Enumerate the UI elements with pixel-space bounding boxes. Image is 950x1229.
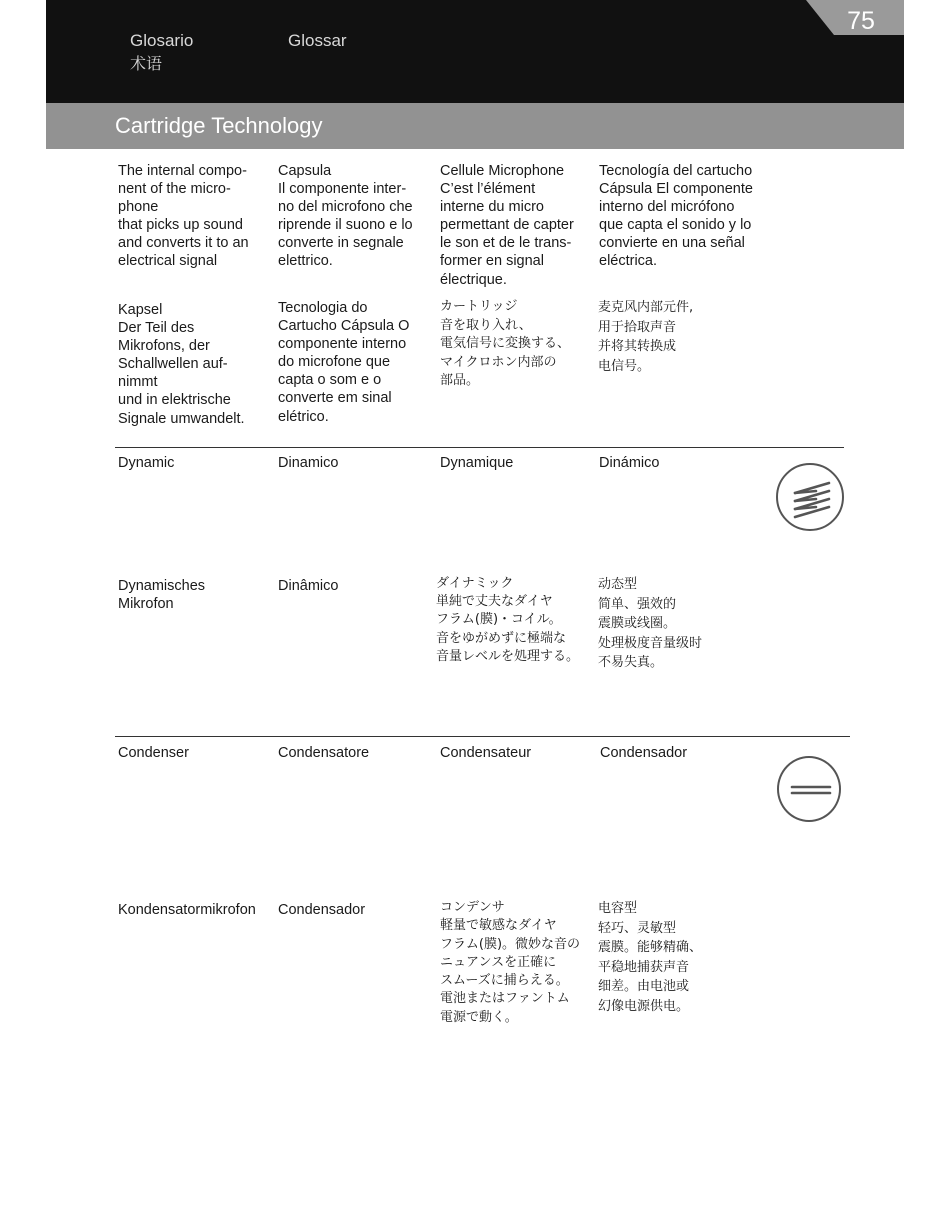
condenser-english: Condenser — [118, 745, 189, 761]
glossary-label-german: Glossar — [288, 31, 347, 50]
glossary-label-spanish: Glosario — [130, 31, 194, 50]
section-divider-condenser — [115, 736, 850, 737]
cartridge-portuguese: Tecnologia do Cartucho Cápsula O componente interno do microfone que capta o som e o converte em sinal elétrico. — [278, 300, 410, 425]
dynamic-japanese: ダイナミック 単純で丈夫なダイヤ フラム(膜)・コイル。 音をゆがめずに極端な 音量レベルを処理する。 — [436, 576, 580, 664]
page-title: Cartridge Technology — [115, 113, 323, 138]
dynamic-spanish: Dinámico — [599, 455, 660, 471]
cartridge-italian: Capsula Il componente inter- no del microfono che riprende il suono e lo converte in segnale elettrico. — [278, 163, 413, 270]
cartridge-spanish: Tecnología del cartucho Cápsula El componente interno del micrófono que capta el sonido y lo convierte en una señal eléctrica. — [599, 163, 753, 270]
dynamic-german: Dynamisches Mikrofon — [118, 578, 206, 613]
condenser-plates-icon — [777, 756, 841, 822]
condenser-chinese: 电容型 轻巧、灵敏型 震膜。能够精确、 平稳地捕获声音 细差。由电池或 幻像电源供电。 — [598, 901, 703, 1014]
cartridge-french: Cellule Microphone C’est l’élément interne du micro permettant de capter le son et de le trans- former en signal électrique. — [440, 163, 574, 288]
dynamic-italian: Dinamico — [278, 455, 339, 471]
condenser-french: Condensateur — [440, 745, 532, 761]
dynamic-english: Dynamic — [118, 455, 175, 471]
condenser-portuguese: Condensador — [278, 902, 366, 918]
dynamic-french: Dynamique — [440, 455, 514, 471]
dynamic-coil-icon — [776, 463, 844, 531]
condenser-german: Kondensatormikrofon — [118, 902, 256, 918]
condenser-italian: Condensatore — [278, 745, 370, 761]
cartridge-german: Kapsel Der Teil des Mikrofons, der Schallwellen auf- nimmt und in elektrische Signale umwandelt. — [118, 302, 245, 427]
cartridge-english: The internal compo- nent of the micro- phone that picks up sound and converts it to an electrical signal — [118, 163, 249, 270]
cartridge-chinese: 麦克风内部元件, 用于拾取声音 并将其转换成 电信号。 — [598, 300, 694, 374]
cartridge-japanese: カートリッジ 音を取り入れ、 電気信号に変換する、 マイクロホン内部の 部品。 — [440, 299, 571, 388]
section-divider-dynamic — [115, 447, 844, 448]
condenser-japanese: コンデンサ 軽量で敏感なダイヤ フラム(膜)。微妙な音の ニュアンスを正確に スムーズに捕らえる。 電池またはファントム 電源で動く。 — [440, 900, 581, 1025]
dynamic-chinese: 动态型 简单、强效的 震膜或线圈。 处理极度音量级时 不易失真。 — [598, 577, 703, 670]
page-number: 75 — [847, 7, 875, 35]
condenser-spanish: Condensador — [600, 745, 688, 761]
dynamic-portuguese: Dinâmico — [278, 578, 339, 594]
glossary-label-chinese: 术语 — [130, 54, 163, 73]
